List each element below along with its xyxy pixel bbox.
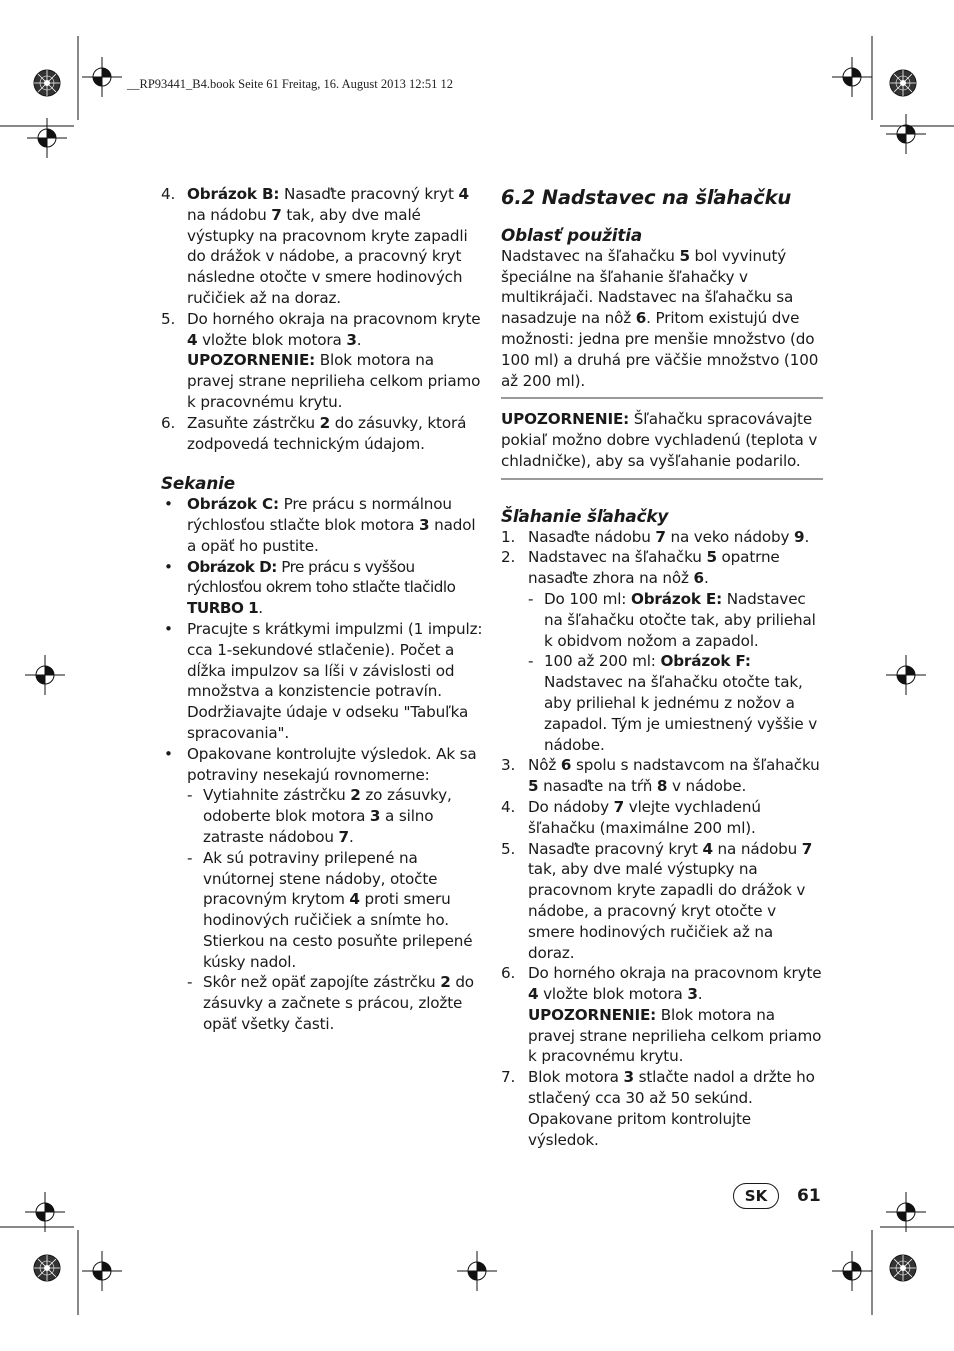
bullet-c: • Obrázok C: Pre prácu s normálnou rýchlosťou stlačte blok motora 3 nadol a opäť ho pustite. — [164, 495, 476, 555]
sub-item-1: - Vytiahnite zástrčku 2 zo zásuvky, odoberte blok motora 3 a silno zatraste nádobou 7. — [187, 786, 452, 846]
bullet-d: • Obrázok D: Pre prácu s vyššou rýchlosťou okrem toho stlačte tlačidlo TURBO 1. — [164, 557, 456, 618]
warning-label: UPOZORNENIE: — [528, 1005, 657, 1024]
section-heading-sekanie: Sekanie — [161, 473, 235, 494]
whip-step-7: 7. Blok motora 3 stlačte nadol a držte ho stlačený cca 30 až 50 sekúnd. Opakovane pritom kontrolujte výsledok. — [501, 1068, 815, 1149]
whip-step-5: 5. Nasaďte pracovný kryt 4 na nádobu 7 tak, aby dve malé výstupky na pracovnom kryte zapadli do drážok v nádobe, a pracovný kryt otočte v smere hodinových ručičiek až na doraz. — [501, 839, 813, 962]
whip-step-2: 2. Nadstavec na šľahačku 5 opatrne nasaďte zhora na nôž 6. — [501, 548, 780, 588]
whip-step-6: 6. Do horného okraja na pracovnom kryte 4 vložte blok motora 3. UPOZORNENIE: Blok motora na pravej strane neprilieha celkom priamo k pracovnému krytu. — [501, 964, 822, 1066]
sub-item-3: - Skôr než opäť zapojíte zástrčku 2 do zásuvky a začnete s prácou, zložte opäť všetky časti. — [187, 973, 474, 1034]
whip-step-4: 4. Do nádoby 7 vlejte vychladenú šľahačku (maximálne 200 ml). — [501, 797, 761, 837]
step-4: 4. Obrázok B: Nasaďte pracovný kryt 4 na nádobu 7 tak, aby dve malé výstupky na pracovnom kryte zapadli do drážok v nádobe, a pracovný kryt následne otočte v smere hodinových ručičiek až na doraz. — [161, 185, 469, 307]
whip-step-3: 3. Nôž 6 spolu s nadstavcom na šľahačku 5 nasaďte na tŕň 8 v nádobe. — [501, 756, 820, 796]
bullet-impulse: • Pracujte s krátkymi impulzmi (1 impulz: cca 1-sekundové stlačenie). Počet a dĺžka impulzov sa líši v závislosti od množstva a konzistencie potravín. Dodržiavajte údaje v odseku "Tabuľka spracovania". — [164, 619, 483, 742]
bullet-check: • Opakovane kontrolujte výsledok. Ak sa potraviny nesekajú rovnomerne: — [164, 744, 477, 784]
oblast-paragraph: Nadstavec na šľahačku 5 bol vyvinutý špeciálne na šľahanie šľahačky v multikrájači. Nadstavec na šľahačku sa nasadzuje na nôž 6. Pritom existujú dve možnosti: jedna pre menšie množstvo (do 100 ml) a druhá pre väčšie množstvo (100 až 200 ml). — [501, 246, 819, 390]
whip-sub-2b: - 100 až 200 ml: Obrázok F: Nadstavec na šľahačku otočte tak, aby priliehal k jednému z nožov a zapadol. Tým je umiestnený vyššie v nádobe. — [528, 652, 818, 754]
language-badge: SK — [733, 1183, 779, 1209]
left-column — [161, 184, 483, 1035]
whip-step-1: 1. Nasaďte nádobu 7 na veko nádoby 9. — [501, 527, 810, 546]
print-header: __RP93441_B4.book Seite 61 Freitag, 16. August 2013 12:51 12 — [127, 77, 454, 91]
whip-sub-2a: - Do 100 ml: Obrázok E: Nadstavec na šľahačku otočte tak, aby priliehal k obidvom nožom a zapadol. — [528, 589, 816, 650]
warning-label: UPOZORNENIE: — [501, 410, 630, 429]
right-column — [501, 184, 823, 1150]
subheading-slahanie: Šľahanie šľahačky — [501, 505, 669, 526]
section-heading-6-2: 6.2 Nadstavec na šľahačku — [501, 186, 792, 209]
step-5: 5. Do horného okraja na pracovnom kryte 4 vložte blok motora 3. UPOZORNENIE: Blok motora na pravej strane neprilieha celkom priamo k pracovnému krytu. — [161, 309, 481, 411]
page-number: 61 — [797, 1186, 821, 1206]
step-6: 6. Zasuňte zástrčku 2 do zásuvky, ktorá zodpovedá technickým údajom. — [161, 413, 467, 453]
warning-label: UPOZORNENIE: — [187, 351, 316, 370]
sub-item-2: - Ak sú potraviny prilepené na vnútornej stene nádoby, otočte pracovným krytom 4 proti smeru hodinových ručičiek a snímte ho. Stierkou na cesto posuňte prilepené kúsky nadol. — [187, 848, 473, 971]
subheading-oblast: Oblasť použitia — [501, 225, 643, 245]
warning-box: UPOZORNENIE: Šľahačku spracovávajte pokiaľ možno dobre vychladenú (teplota v chladničke), aby sa vyšľahanie podarilo. — [501, 397, 823, 479]
